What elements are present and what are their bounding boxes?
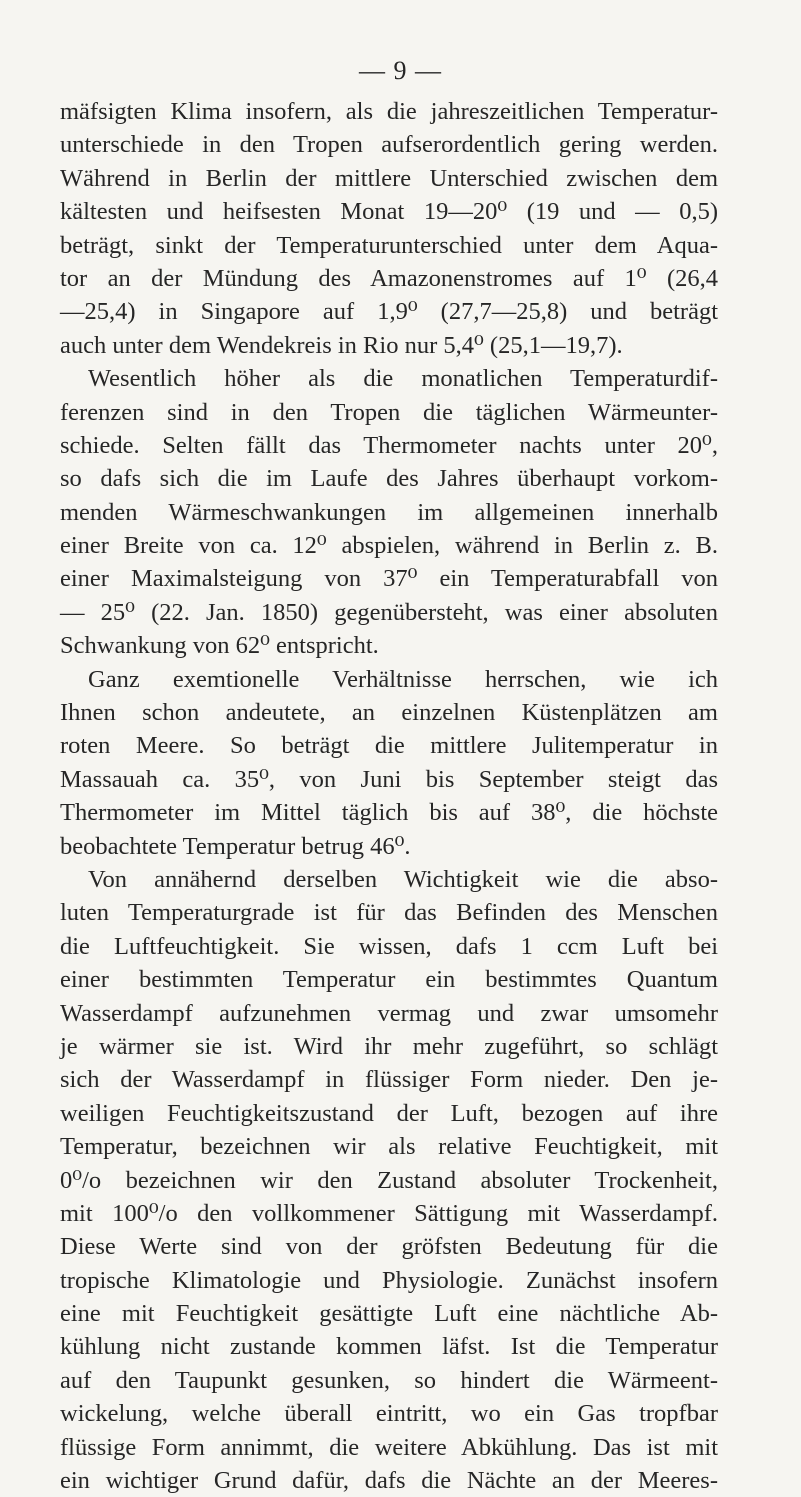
text-line: so dafs sich die im Laufe des Jahres überhaupt vorkom- (60, 465, 718, 493)
text-line: tropische Klimatologie und Physiologie. Zunächst insofern (60, 1266, 718, 1294)
text-line: mäfsigten Klima insofern, als die jahreszeitlichen Temperatur- (60, 98, 718, 125)
text-line: Wasserdampf aufzunehmen vermag und zwar umsomehr (60, 999, 718, 1027)
text-line: beobachtete Temperatur betrug 46⁰. (60, 832, 411, 860)
text-line: unterschiede in den Tropen aufserordentlich gering werden. (60, 131, 718, 159)
text-line: einer bestimmten Temperatur ein bestimmtes Quantum (60, 966, 718, 994)
text-line: ein wichtiger Grund dafür, dafs die Nächte an der Meeres- (60, 1467, 718, 1495)
text-line: — 25⁰ (22. Jan. 1850) gegenübersteht, was einer absoluten (60, 598, 718, 626)
text-line: mit 100⁰/o den vollkommener Sättigung mit Wasserdampf. (60, 1199, 718, 1227)
text-line: Ganz exemtionelle Verhältnisse herrschen, wie ich (88, 665, 718, 693)
page-number: — 9 — (359, 56, 442, 85)
text-line: Temperatur, bezeichnen wir als relative Feuchtigkeit, mit (60, 1133, 718, 1161)
text-line: einer Maximalsteigung von 37⁰ ein Temperaturabfall von (60, 565, 718, 593)
text-line: ferenzen sind in den Tropen die täglichen Wärmeunter- (60, 398, 718, 426)
text-line: beträgt, sinkt der Temperaturunterschied unter dem Aqua- (60, 231, 718, 259)
text-line: Während in Berlin der mittlere Unterschied zwischen dem (60, 164, 718, 192)
text-line: menden Wärmeschwankungen im allgemeinen innerhalb (60, 498, 718, 526)
text-line: Diese Werte sind von der gröfsten Bedeutung für die (60, 1233, 718, 1261)
text-line: roten Meere. So beträgt die mittlere Julitemperatur in (60, 732, 718, 760)
text-line: weiligen Feuchtigkeitszustand der Luft, bezogen auf ihre (60, 1099, 718, 1127)
text-line: Schwankung von 62⁰ entspricht. (60, 632, 379, 660)
text-line: kältesten und heifsesten Monat 19—20⁰ (19 und — 0,5) (60, 198, 718, 226)
text-line: wickelung, welche überall eintritt, wo ein Gas tropfbar (60, 1400, 718, 1428)
text-line: Wesentlich höher als die monatlichen Temperaturdif- (88, 365, 718, 393)
text-line: kühlung nicht zustande kommen läfst. Ist die Temperatur (60, 1333, 718, 1361)
text-line: sich der Wasserdampf in flüssiger Form nieder. Den je- (60, 1066, 718, 1094)
text-line: 0⁰/o bezeichnen wir den Zustand absoluter Trockenheit, (60, 1166, 718, 1194)
text-line: Von annähernd derselben Wichtigkeit wie die abso- (88, 865, 718, 893)
text-line: Ihnen schon andeutete, an einzelnen Küstenplätzen am (60, 699, 718, 727)
text-line: luten Temperaturgrade ist für das Befinden des Menschen (60, 899, 718, 927)
text-line: auch unter dem Wendekreis in Rio nur 5,4⁰ (25,1—19,7). (60, 331, 623, 359)
body-text (60, 95, 718, 1497)
text-line: schiede. Selten fällt das Thermometer nachts unter 20⁰, (60, 431, 718, 459)
text-line: Massauah ca. 35⁰, von Juni bis September steigt das (60, 765, 718, 793)
text-line: tor an der Mündung des Amazonenstromes auf 1⁰ (26,4 (60, 264, 718, 292)
text-line: auf den Taupunkt gesunken, so hindert die Wärmeent- (60, 1366, 718, 1394)
text-line: die Luftfeuchtigkeit. Sie wissen, dafs 1 ccm Luft bei (60, 932, 718, 960)
text-line: flüssige Form annimmt, die weitere Abkühlung. Das ist mit (60, 1433, 718, 1461)
text-line: eine mit Feuchtigkeit gesättigte Luft eine nächtliche Ab- (60, 1300, 718, 1328)
text-line: Thermometer im Mittel täglich bis auf 38⁰, die höchste (60, 799, 718, 827)
text-line: einer Breite von ca. 12⁰ abspielen, während in Berlin z. B. (60, 532, 718, 560)
text-line: je wärmer sie ist. Wird ihr mehr zugeführt, so schlägt (60, 1032, 718, 1060)
text-line: —25,4) in Singapore auf 1,9⁰ (27,7—25,8) und beträgt (60, 298, 718, 326)
